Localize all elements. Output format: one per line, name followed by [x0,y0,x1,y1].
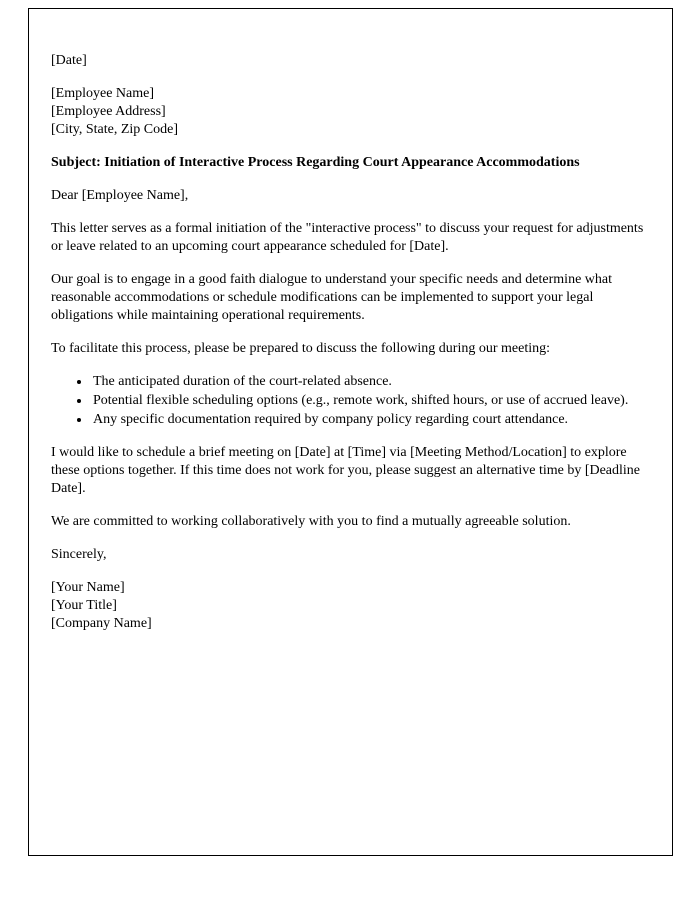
recipient-address: [Employee Address] [51,104,166,119]
letter-body [29,9,672,633]
list-item: • Potential flexible scheduling options (e.g., remote work, shifted hours, or use of accrued leave). [91,392,650,410]
subject-line: Subject: Initiation of Interactive Process Regarding Court Appearance Accommodations [51,155,580,170]
discussion-points-list [51,373,650,429]
signature-name: [Your Name] [51,580,125,595]
paragraph-intro: This letter serves as a formal initiation of the "interactive process" to discuss your request for adjustments or leave related to an upcoming court appearance scheduled for [Date]. [51,221,644,254]
paragraph-commitment: We are committed to working collaboratively with you to find a mutually agreeable solution. [51,514,571,529]
closing: Sincerely, [51,547,107,562]
recipient-city-state-zip: [City, State, Zip Code] [51,122,179,137]
paragraph-goal: Our goal is to engage in a good faith dialogue to understand your specific needs and determine what reasonable accommodations or schedule modifications can be implemented to support your legal obligations while maintaining operational requirements. [51,272,612,323]
signature-company: [Company Name] [51,616,152,631]
recipient-address-block [51,85,650,139]
signature-title: [Your Title] [51,598,117,613]
list-item: • The anticipated duration of the court-related absence. [91,373,650,391]
letter-document [28,8,673,856]
signature-block [51,579,650,633]
recipient-name: [Employee Name] [51,86,155,101]
paragraph-meeting: I would like to schedule a brief meeting on [Date] at [Time] via [Meeting Method/Location] to explore these options together. If this time does not work for you, please suggest an alternative time by [Deadline Date]. [51,445,641,496]
list-item: • Any specific documentation required by company policy regarding court attendance. [91,411,650,429]
salutation: Dear [Employee Name], [51,188,189,203]
date-placeholder: [Date] [51,53,87,68]
paragraph-facilitate: To facilitate this process, please be prepared to discuss the following during our meeting: [51,341,550,356]
